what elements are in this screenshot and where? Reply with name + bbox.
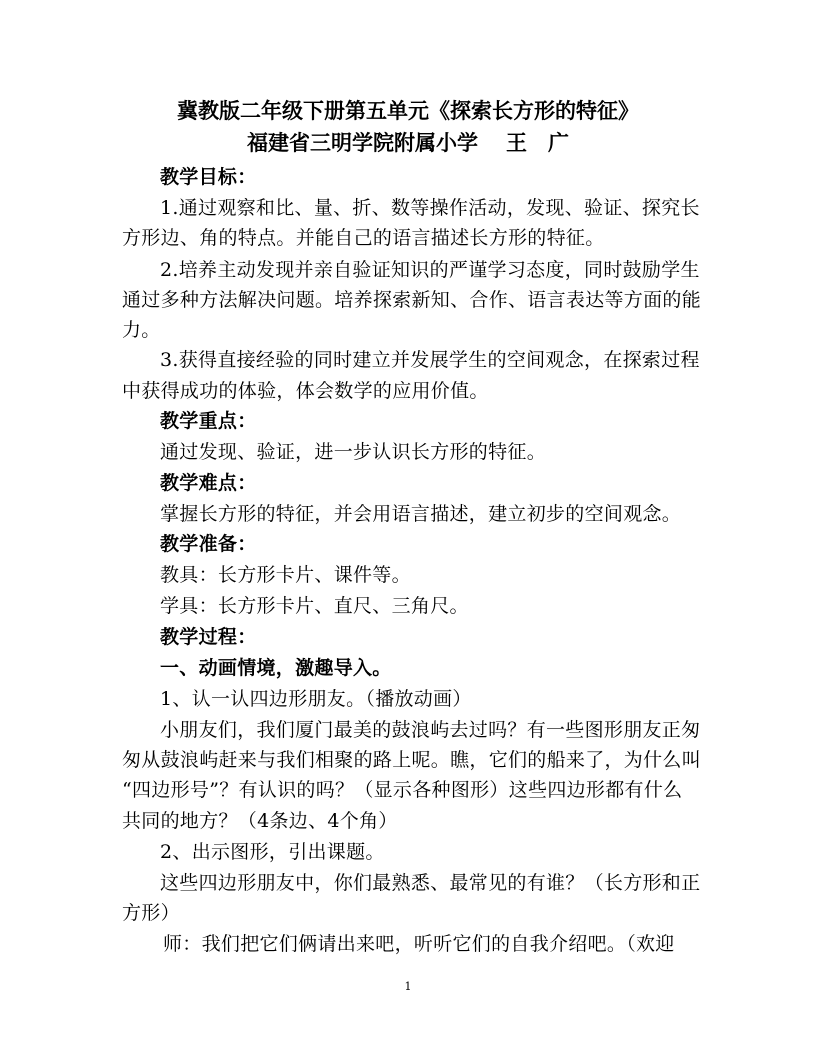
section-heading-intro: 一、动画情境，激趣导入。: [160, 657, 392, 679]
body-line: 方形边、角的特点。并能自己的语言描述长方形的特征。: [122, 227, 605, 249]
body-line: 学具：长方形卡片、直尺、三角尺。: [160, 595, 469, 617]
body-line: 2.培养主动发现并亲自验证知识的严谨学习态度，同时鼓励学生: [160, 259, 700, 281]
body-line: 通过发现、验证，进一步认识长方形的特征。: [160, 441, 547, 463]
document-subtitle: [0, 128, 816, 158]
document-title: 冀教版二年级下册第五单元《探索长方形的特征》: [177, 98, 639, 123]
body-line: 中获得成功的体验，体会数学的应用价值。: [122, 380, 489, 402]
body-line: 师：我们把它们俩请出来吧，听听它们的自我介绍吧。（欢迎: [163, 933, 675, 955]
body-line: 这些四边形朋友中，你们最熟悉、最常见的有谁？（长方形和正: [160, 872, 701, 894]
body-line: “四边形号”？有认识的吗？（显示各种图形）这些四边形都有什么: [122, 779, 683, 801]
section-heading-difficulties: 教学难点：: [160, 472, 257, 494]
body-line: 2、出示图形，引出课题。: [160, 841, 385, 863]
body-line: 1、认一认四边形朋友。（播放动画）: [160, 688, 472, 710]
author-name: 王 广: [506, 130, 569, 155]
body-line: 通过多种方法解决问题。培养探索新知、合作、语言表达等方面的能: [122, 289, 702, 311]
body-line: 共同的地方？（4条边、4个角）: [122, 810, 398, 832]
page-number: 1: [404, 980, 412, 993]
section-heading-preparation: 教学准备：: [160, 533, 257, 555]
body-line: 掌握长方形的特征，并会用语言描述，建立初步的空间观念。: [160, 503, 682, 525]
body-line: 力。: [122, 319, 161, 341]
body-line: 3.获得直接经验的同时建立并发展学生的空间观念，在探索过程: [160, 349, 700, 371]
section-heading-process: 教学过程：: [160, 626, 257, 648]
school-name: 福建省三明学院附属小学: [247, 130, 478, 155]
body-line: 方形）: [122, 902, 180, 924]
body-line: 匆从鼓浪屿赶来与我们相聚的路上呢。瞧，它们的船来了，为什么叫: [122, 749, 702, 771]
section-heading-key-points: 教学重点：: [160, 410, 257, 432]
body-line: 1.通过观察和比、量、折、数等操作活动，发现、验证、探究长: [160, 197, 700, 219]
section-heading-objectives: 教学目标：: [160, 166, 257, 188]
body-line: 教具：长方形卡片、课件等。: [160, 564, 411, 586]
body-line: 小朋友们，我们厦门最美的鼓浪屿去过吗？有一些图形朋友正匆: [160, 719, 701, 741]
